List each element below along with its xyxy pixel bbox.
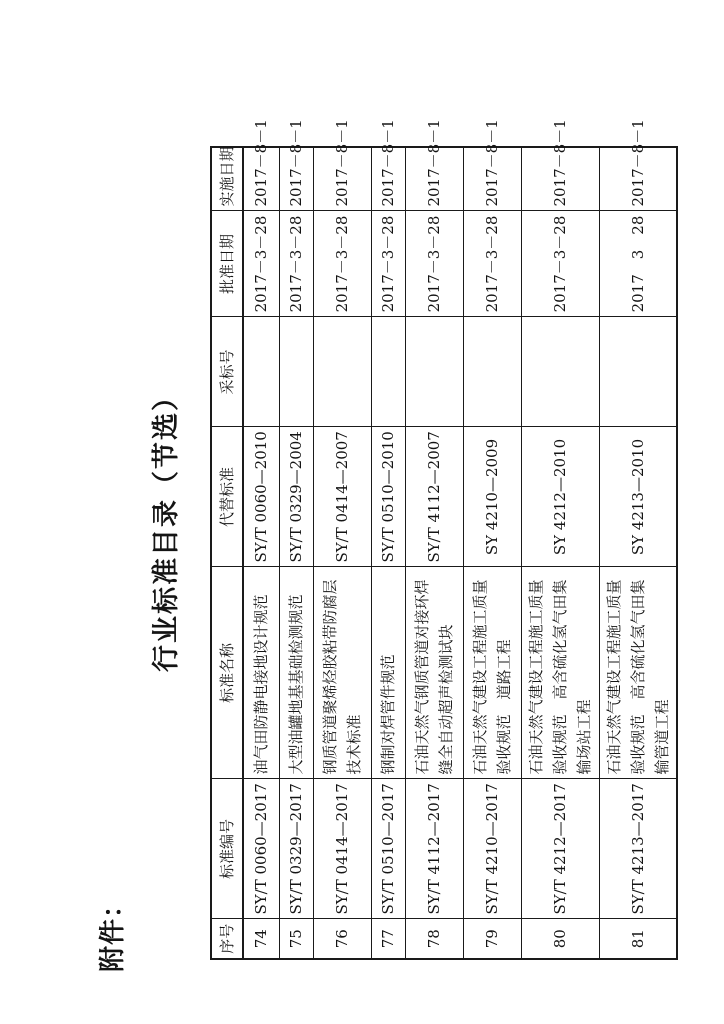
cell-effective: 2017－8－1 [243,147,279,211]
cell-replaces: SY/T 0060—2010 [243,427,279,567]
table-row [463,147,521,959]
cell-name: 石油天然气建设工程施工质量验收规范 道路工程 [463,567,521,779]
cell-code: SY/T 4112—2017 [405,779,463,919]
cell-effective: 2017－8－1 [405,147,463,211]
cell-adopted [521,317,599,427]
cell-replaces: SY/T 0329—2004 [279,427,313,567]
cell-effective: 2017－8－1 [313,147,371,211]
cell-adopted [599,317,677,427]
cell-approved: 2017－3－28 [463,211,521,317]
cell-name: 油气田防静电接地设计规范 [243,567,279,779]
cell-name: 钢制对焊管件规范 [371,567,405,779]
cell-no: 80 [521,919,599,959]
cell-effective: 2017－8－1 [279,147,313,211]
header-replaces: 代替标准 [211,427,243,567]
cell-code: SY/T 0510—2017 [371,779,405,919]
cell-replaces: SY/T 0414—2007 [313,427,371,567]
cell-effective: 2017－8－1 [599,147,677,211]
cell-adopted [279,317,313,427]
page-title: 行业标准目录（节选） [151,382,182,672]
cell-effective: 2017－8－1 [371,147,405,211]
cell-approved: 2017－3－28 [405,211,463,317]
cell-adopted [405,317,463,427]
cell-no: 74 [243,919,279,959]
cell-adopted [463,317,521,427]
cell-adopted [371,317,405,427]
cell-no: 78 [405,919,463,959]
cell-replaces: SY 4212—2010 [521,427,599,567]
cell-code: SY/T 4210—2017 [463,779,521,919]
header-code: 标准编号 [211,779,243,919]
cell-replaces: SY/T 0510—2010 [371,427,405,567]
cell-effective: 2017－8－1 [521,147,599,211]
table-row [243,147,279,959]
cell-approved: 2017－3－28 [279,211,313,317]
cell-no: 75 [279,919,313,959]
cell-name: 石油天然气建设工程施工质量验收规范 高含硫化氢气田集输管道工程 [599,567,677,779]
cell-code: SY/T 4212—2017 [521,779,599,919]
cell-no: 76 [313,919,371,959]
cell-name: 大型油罐地基基础检测规范 [279,567,313,779]
cell-approved: 2017－3－28 [313,211,371,317]
cell-name: 石油天然气建设工程施工质量验收规范 高含硫化氢气田集输场站工程 [521,567,599,779]
cell-no: 81 [599,919,677,959]
cell-code: SY/T 0329—2017 [279,779,313,919]
cell-code: SY/T 0060—2017 [243,779,279,919]
cell-no: 79 [463,919,521,959]
table-row [279,147,313,959]
cell-name: 钢质管道聚烯烃胶粘带防腐层技术标准 [313,567,371,779]
cell-approved: 2017－3－28 [521,211,599,317]
table-row [313,147,371,959]
table-row [599,147,677,959]
header-approved: 批准日期 [211,211,243,317]
header-adopted: 采标号 [211,317,243,427]
table-header-row [211,147,243,959]
cell-code: SY/T 0414—2017 [313,779,371,919]
cell-approved: 2017 3 28 [599,211,677,317]
cell-code: SY/T 4213—2017 [599,779,677,919]
cell-replaces: SY/T 4112—2007 [405,427,463,567]
cell-adopted [243,317,279,427]
header-no: 序号 [211,919,243,959]
cell-name: 石油天然气钢质管道对接环焊缝全自动超声检测试块 [405,567,463,779]
cell-replaces: SY 4213—2010 [599,427,677,567]
table-row [371,147,405,959]
cell-no: 77 [371,919,405,959]
document-page [92,72,724,972]
attachment-label: 附件： [98,890,128,972]
cell-approved: 2017－3－28 [243,211,279,317]
cell-effective: 2017－8－1 [463,147,521,211]
header-name: 标准名称 [211,567,243,779]
standards-table [210,119,678,960]
table-row [521,147,599,959]
cell-approved: 2017－3－28 [371,211,405,317]
cell-replaces: SY 4210—2009 [463,427,521,567]
cell-adopted [313,317,371,427]
table-row [405,147,463,959]
header-effective: 实施日期 [211,147,243,211]
